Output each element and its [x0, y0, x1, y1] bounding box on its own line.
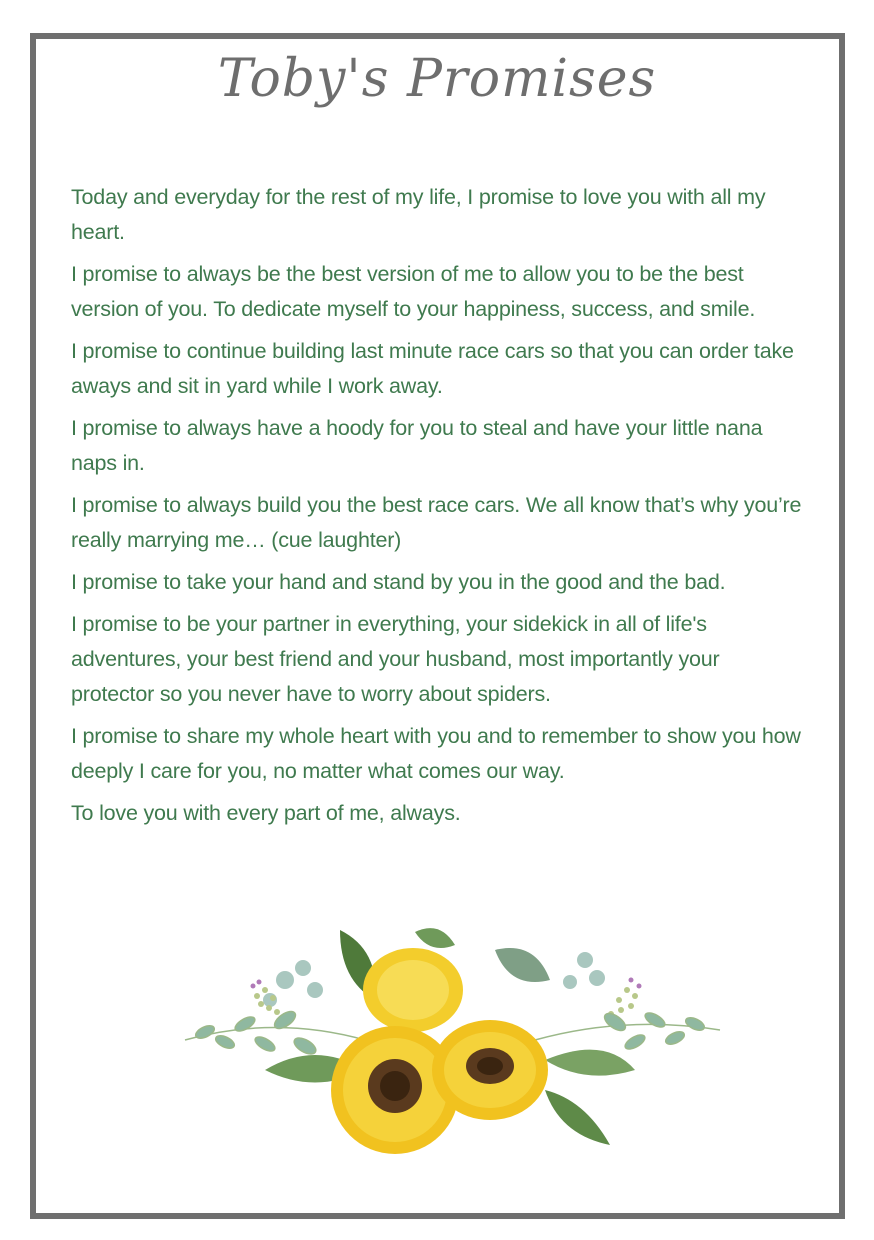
sunflower-icon: [432, 1020, 548, 1120]
promise-item: I promise to be your partner in everything, your sidekick in all of life's adventures, your best friend and your husband, most importantly your protector so you never have to worry about spiders.: [71, 612, 720, 706]
promise-item: I promise to share my whole heart with you and to remember to show you how deeply I care for you, no matter what comes our way.: [71, 724, 801, 783]
promise-item: To love you with every part of me, always.: [71, 801, 461, 825]
promise-item: I promise to always be the best version of me to allow you to be the best version of you. To dedicate myself to your happiness, success, and smile.: [71, 262, 756, 321]
page-title: Toby's Promises: [217, 49, 657, 109]
right-vine-icon: [535, 952, 720, 1052]
sunflower-icon: [363, 948, 463, 1032]
promise-item: Today and everyday for the rest of my life, I promise to love you with all my heart.: [71, 185, 766, 244]
promise-item: I promise to continue building last minute race cars so that you can order take aways and sit in yard while I work away.: [71, 339, 794, 398]
promise-list: [71, 180, 806, 838]
promise-item: I promise to take your hand and stand by you in the good and the bad.: [71, 570, 726, 594]
sunflower-bouquet-illustration: [165, 920, 735, 1160]
promise-item: I promise to always have a hoody for you to steal and have your little nana naps in.: [71, 416, 763, 475]
left-vine-icon: [185, 960, 365, 1057]
promise-item: I promise to always build you the best race cars. We all know that’s why you’re really marrying me… (cue laughter): [71, 493, 802, 552]
